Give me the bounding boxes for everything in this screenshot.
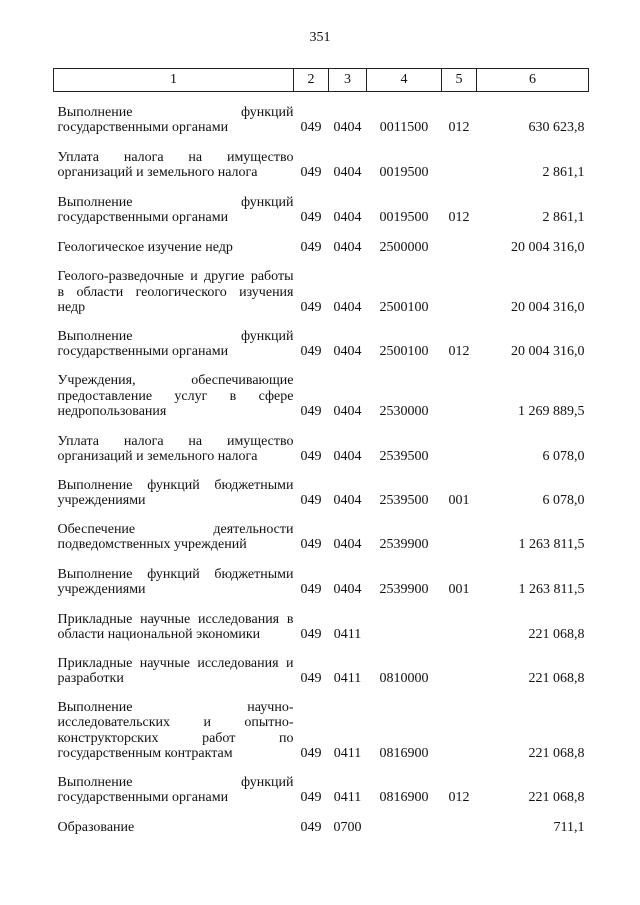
header-col-4: 4 xyxy=(367,69,442,92)
row-name: Выполнение научно-исследовательских и опытно-конструкторских работ по государственным контрактам xyxy=(57,699,294,761)
row-col-3: 0404 xyxy=(333,119,362,135)
row-col-3: 0411 xyxy=(333,745,362,761)
header-col-2: 2 xyxy=(294,69,329,92)
row-col-5 xyxy=(442,136,477,181)
table-row xyxy=(54,553,589,598)
row-col-3: 0404 xyxy=(333,209,362,225)
row-col-3: 0404 xyxy=(333,403,362,419)
row-amount: 2 861,1 xyxy=(542,164,585,180)
row-col-4: 0810000 xyxy=(379,670,429,686)
row-col-3: 0404 xyxy=(333,343,362,359)
row-col-4 xyxy=(367,806,442,836)
row-col-2: 049 xyxy=(300,299,322,315)
row-col-5: 012 xyxy=(448,343,470,359)
row-col-3: 0404 xyxy=(333,299,362,315)
row-name: Прикладные научные исследования в области национальной экономики xyxy=(57,611,294,642)
table-row xyxy=(54,420,589,465)
row-name: Образование xyxy=(57,820,135,835)
row-col-3: 0404 xyxy=(333,239,362,255)
page-number: 351 xyxy=(309,30,331,45)
table-row xyxy=(54,181,589,226)
row-col-5: 012 xyxy=(448,119,470,135)
row-col-4: 2539900 xyxy=(379,581,429,597)
table-row xyxy=(54,136,589,181)
table-row xyxy=(54,598,589,643)
table-row xyxy=(54,360,589,420)
table-row xyxy=(54,687,589,762)
row-name: Уплата налога на имущество организаций и земельного налога xyxy=(57,149,294,180)
row-col-4: 2530000 xyxy=(379,403,429,419)
row-amount: 221 068,8 xyxy=(528,745,585,761)
table-body xyxy=(54,92,589,836)
table-row xyxy=(54,643,589,687)
row-col-3: 0404 xyxy=(333,536,362,552)
row-name: Выполнение функций государственными органами xyxy=(57,104,294,135)
row-col-4: 0816900 xyxy=(379,789,429,805)
row-name: Выполнение функций государственными органами xyxy=(57,774,294,805)
row-name: Геологическое изучение недр xyxy=(57,240,233,255)
row-name: Обеспечение деятельности подведомственных учреждений xyxy=(57,521,294,552)
header-col-5: 5 xyxy=(442,69,477,92)
row-amount: 630 623,8 xyxy=(528,119,585,135)
row-col-5: 012 xyxy=(448,209,470,225)
row-col-2: 049 xyxy=(300,448,322,464)
row-col-4: 2500000 xyxy=(379,239,429,255)
header-col-1: 1 xyxy=(54,69,294,92)
row-col-4: 2539500 xyxy=(379,448,429,464)
row-col-2: 049 xyxy=(300,745,322,761)
row-amount: 711,1 xyxy=(553,819,585,835)
header-col-6: 6 xyxy=(477,69,589,92)
header-col-3: 3 xyxy=(329,69,367,92)
budget-table xyxy=(53,68,589,836)
row-col-2: 049 xyxy=(300,209,322,225)
row-col-2: 049 xyxy=(300,536,322,552)
row-col-5 xyxy=(442,256,477,316)
row-col-4: 0816900 xyxy=(379,745,429,761)
row-amount: 221 068,8 xyxy=(528,670,585,686)
row-col-5 xyxy=(442,806,477,836)
row-col-2: 049 xyxy=(300,343,322,359)
row-col-2: 049 xyxy=(300,819,322,835)
header-row xyxy=(54,69,589,92)
row-amount: 221 068,8 xyxy=(528,789,585,805)
row-col-2: 049 xyxy=(300,581,322,597)
row-col-2: 049 xyxy=(300,403,322,419)
row-amount: 1 263 811,5 xyxy=(518,581,585,597)
row-col-4: 0019500 xyxy=(379,209,429,225)
row-col-5 xyxy=(442,598,477,643)
row-amount: 20 004 316,0 xyxy=(511,239,585,255)
row-col-5 xyxy=(442,226,477,256)
row-col-5: 001 xyxy=(448,492,470,508)
table-row xyxy=(54,509,589,553)
row-amount: 2 861,1 xyxy=(542,209,585,225)
row-name: Выполнение функций бюджетными учреждениями xyxy=(57,566,294,597)
row-col-2: 049 xyxy=(300,164,322,180)
row-col-5 xyxy=(442,420,477,465)
row-col-4: 0019500 xyxy=(379,164,429,180)
row-name: Прикладные научные исследования и разработки xyxy=(57,655,294,686)
row-col-5 xyxy=(442,509,477,553)
row-col-4 xyxy=(367,598,442,643)
row-col-4: 2539900 xyxy=(379,536,429,552)
row-col-2: 049 xyxy=(300,239,322,255)
row-amount: 6 078,0 xyxy=(542,448,585,464)
row-col-3: 0411 xyxy=(333,626,362,642)
row-amount: 20 004 316,0 xyxy=(511,343,585,359)
row-col-2: 049 xyxy=(300,626,322,642)
row-amount: 221 068,8 xyxy=(528,626,585,642)
table-row xyxy=(54,256,589,316)
row-col-2: 049 xyxy=(300,670,322,686)
table-row xyxy=(54,465,589,509)
row-col-2: 049 xyxy=(300,119,322,135)
row-amount: 6 078,0 xyxy=(542,492,585,508)
row-col-4: 2500100 xyxy=(379,299,429,315)
row-col-5 xyxy=(442,687,477,762)
row-col-4: 2500100 xyxy=(379,343,429,359)
row-col-2: 049 xyxy=(300,789,322,805)
row-col-3: 0700 xyxy=(333,819,362,835)
row-col-3: 0404 xyxy=(333,448,362,464)
row-col-5 xyxy=(442,360,477,420)
table-row xyxy=(54,316,589,360)
row-col-5: 012 xyxy=(448,789,470,805)
row-name: Выполнение функций бюджетными учреждениями xyxy=(57,477,294,508)
row-col-3: 0404 xyxy=(333,164,362,180)
row-name: Учреждения, обеспечивающие предоставление услуг в сфере недропользования xyxy=(57,373,294,419)
row-col-3: 0404 xyxy=(333,492,362,508)
table-row xyxy=(54,762,589,806)
row-amount: 1 269 889,5 xyxy=(518,403,585,419)
row-amount: 20 004 316,0 xyxy=(511,299,585,315)
row-name: Выполнение функций государственными органами xyxy=(57,194,294,225)
table-row xyxy=(54,806,589,836)
row-col-4: 2539500 xyxy=(379,492,429,508)
table-row xyxy=(54,92,589,136)
row-col-3: 0404 xyxy=(333,581,362,597)
row-col-4: 0011500 xyxy=(379,119,429,135)
row-name: Выполнение функций государственными органами xyxy=(57,328,294,359)
row-name: Геолого-разведочные и другие работы в области геологического изучения недр xyxy=(57,269,294,315)
row-col-3: 0411 xyxy=(333,670,362,686)
row-col-5 xyxy=(442,643,477,687)
row-amount: 1 263 811,5 xyxy=(518,536,585,552)
table-row xyxy=(54,226,589,256)
row-name: Уплата налога на имущество организаций и земельного налога xyxy=(57,433,294,464)
row-col-2: 049 xyxy=(300,492,322,508)
row-col-3: 0411 xyxy=(333,789,362,805)
row-col-5: 001 xyxy=(448,581,470,597)
